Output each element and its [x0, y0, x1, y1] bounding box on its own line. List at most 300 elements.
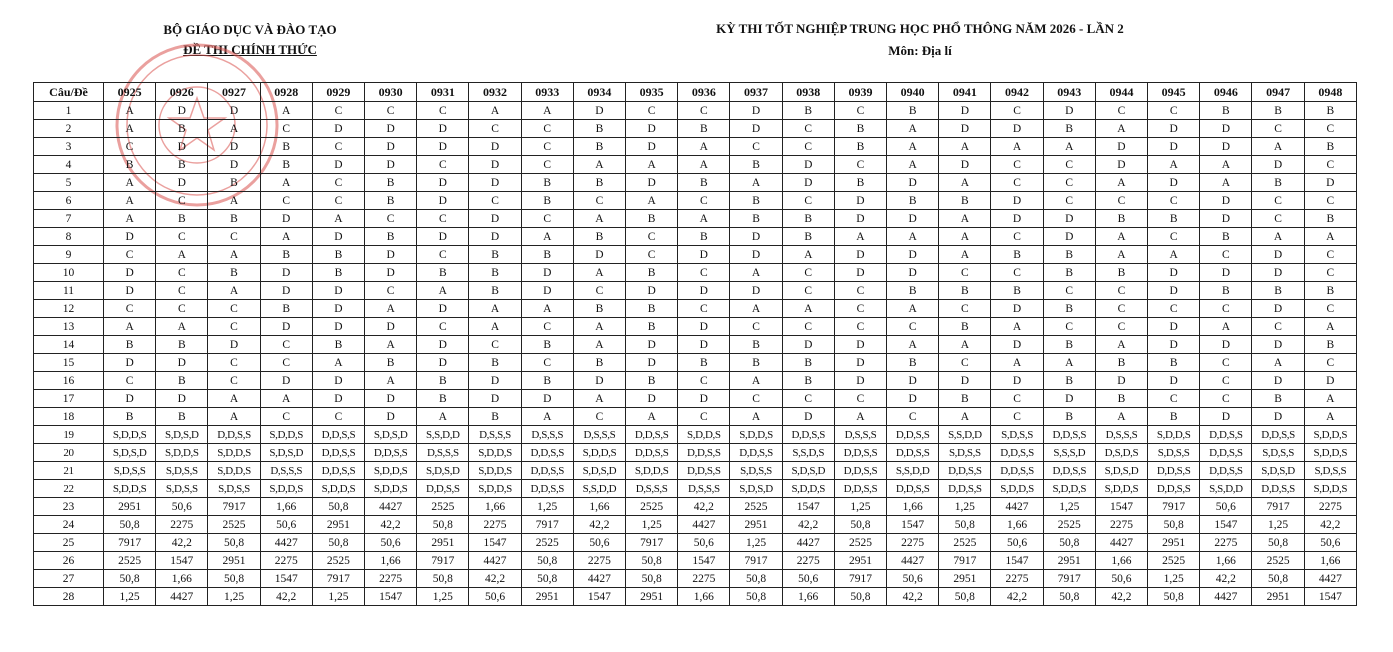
answer-cell: D,D,S,S: [834, 480, 886, 498]
answer-cell: A: [104, 102, 156, 120]
answer-cell: B: [1043, 336, 1095, 354]
answer-cell: D: [1043, 390, 1095, 408]
answer-cell: D: [365, 138, 417, 156]
answer-cell: B: [1148, 408, 1200, 426]
table-row: [34, 120, 1357, 138]
answer-cell: 1,66: [678, 588, 730, 606]
answer-cell: B: [1200, 102, 1252, 120]
answer-cell: D: [1043, 210, 1095, 228]
answer-cell: A: [573, 264, 625, 282]
answer-cell: D: [782, 174, 834, 192]
question-number: 14: [34, 336, 104, 354]
answer-cell: A: [521, 300, 573, 318]
answer-cell: S,D,S,S: [991, 426, 1043, 444]
question-number: 17: [34, 390, 104, 408]
answer-cell: C: [834, 318, 886, 336]
answer-cell: 1547: [156, 552, 208, 570]
answer-cell: B: [730, 156, 782, 174]
answer-cell: B: [834, 138, 886, 156]
answer-cell: 7917: [1252, 498, 1304, 516]
answer-cell: C: [208, 300, 260, 318]
answer-cell: B: [782, 102, 834, 120]
answer-cell: D: [312, 372, 364, 390]
answer-cell: S,D,D,S: [365, 480, 417, 498]
answer-cell: 1,66: [991, 516, 1043, 534]
table-row: [34, 372, 1357, 390]
answer-cell: 2525: [834, 534, 886, 552]
answer-cell: D: [1200, 192, 1252, 210]
answer-cell: A: [730, 264, 782, 282]
exam-code-header: 0929: [312, 83, 364, 102]
exam-code-header: 0926: [156, 83, 208, 102]
answer-cell: C: [260, 408, 312, 426]
answer-cell: S,D,D,S: [260, 426, 312, 444]
answer-cell: A: [260, 174, 312, 192]
answer-cell: D: [260, 318, 312, 336]
answer-cell: B: [1148, 354, 1200, 372]
answer-cell: A: [417, 282, 469, 300]
answer-cell: 50,8: [1148, 516, 1200, 534]
answer-cell: 7917: [521, 516, 573, 534]
answer-cell: D,D,S,S: [730, 444, 782, 462]
answer-cell: 1,25: [730, 534, 782, 552]
answer-cell: D: [208, 102, 260, 120]
exam-code-header: 0934: [573, 83, 625, 102]
table-row: [34, 354, 1357, 372]
answer-cell: B: [1304, 336, 1356, 354]
table-row: [34, 498, 1357, 516]
answer-cell: A: [1252, 228, 1304, 246]
answer-cell: C: [573, 408, 625, 426]
exam-code-header: 0947: [1252, 83, 1304, 102]
answer-cell: A: [626, 192, 678, 210]
answer-cell: D: [417, 192, 469, 210]
answer-cell: D: [260, 372, 312, 390]
answer-cell: 2951: [1252, 588, 1304, 606]
answer-cell: C: [887, 408, 939, 426]
question-number: 26: [34, 552, 104, 570]
answer-cell: A: [887, 300, 939, 318]
answer-cell: D: [365, 408, 417, 426]
answer-cell: D: [312, 282, 364, 300]
answer-cell: B: [834, 174, 886, 192]
answer-cell: B: [1043, 246, 1095, 264]
answer-cell: C: [991, 264, 1043, 282]
answer-cell: A: [626, 408, 678, 426]
answer-cell: S,D,D,S: [678, 426, 730, 444]
answer-cell: 7917: [730, 552, 782, 570]
answer-cell: 42,2: [887, 588, 939, 606]
answer-cell: D: [1148, 264, 1200, 282]
answer-cell: A: [573, 336, 625, 354]
answer-cell: D,D,S,S: [626, 426, 678, 444]
answer-cell: B: [312, 246, 364, 264]
answer-cell: S,D,D,S: [1095, 480, 1147, 498]
answer-cell: 1547: [991, 552, 1043, 570]
answer-cell: D: [1252, 336, 1304, 354]
answer-cell: B: [1200, 282, 1252, 300]
table-row: [34, 156, 1357, 174]
answer-cell: 7917: [834, 570, 886, 588]
answer-cell: C: [365, 282, 417, 300]
answer-cell: 4427: [991, 498, 1043, 516]
answer-cell: 2525: [626, 498, 678, 516]
answer-cell: 50,8: [521, 552, 573, 570]
answer-cell: D: [1148, 174, 1200, 192]
answer-cell: B: [1304, 102, 1356, 120]
answer-cell: C: [312, 102, 364, 120]
answer-cell: A: [730, 408, 782, 426]
answer-cell: 1547: [1095, 498, 1147, 516]
answer-cell: B: [156, 408, 208, 426]
answer-cell: 2275: [1304, 498, 1356, 516]
answer-cell: 42,2: [365, 516, 417, 534]
corner-label: Câu/Đề: [34, 83, 104, 102]
answer-cell: S,D,D,S: [104, 480, 156, 498]
answer-cell: C: [469, 336, 521, 354]
answer-cell: A: [573, 390, 625, 408]
answer-cell: C: [1200, 300, 1252, 318]
answer-cell: C: [417, 246, 469, 264]
answer-cell: C: [312, 408, 364, 426]
answer-cell: D: [469, 138, 521, 156]
answer-cell: D: [417, 336, 469, 354]
answer-cell: B: [782, 354, 834, 372]
answer-cell: 42,2: [991, 588, 1043, 606]
answer-cell: D: [469, 372, 521, 390]
answer-cell: C: [782, 120, 834, 138]
answer-cell: D: [417, 228, 469, 246]
answer-cell: A: [365, 300, 417, 318]
answer-cell: D,S,S,S: [1095, 426, 1147, 444]
answer-cell: D: [1200, 264, 1252, 282]
answer-cell: C: [104, 300, 156, 318]
answer-cell: B: [1252, 102, 1304, 120]
answer-cell: 1,66: [1304, 552, 1356, 570]
answer-cell: C: [678, 372, 730, 390]
question-number: 12: [34, 300, 104, 318]
exam-subject: Môn: Địa lí: [888, 43, 952, 58]
answer-cell: 2525: [1043, 516, 1095, 534]
answer-cell: C: [834, 282, 886, 300]
answer-cell: B: [156, 210, 208, 228]
answer-cell: D,D,S,S: [208, 426, 260, 444]
answer-cell: C: [1200, 354, 1252, 372]
answer-cell: 2951: [208, 552, 260, 570]
answer-cell: S,D,S,S: [208, 480, 260, 498]
answer-cell: S,D,S,D: [573, 462, 625, 480]
answer-cell: C: [521, 120, 573, 138]
answer-cell: C: [1252, 120, 1304, 138]
answer-cell: 2275: [573, 552, 625, 570]
question-number: 15: [34, 354, 104, 372]
answer-cell: 4427: [782, 534, 834, 552]
answer-cell: B: [887, 102, 939, 120]
question-number: 7: [34, 210, 104, 228]
answer-cell: 2951: [521, 588, 573, 606]
answer-cell: C: [887, 318, 939, 336]
answer-cell: D,D,S,S: [834, 444, 886, 462]
answer-cell: D: [782, 336, 834, 354]
answer-cell: D: [312, 318, 364, 336]
table-row: [34, 516, 1357, 534]
answer-cell: S,D,S,D: [782, 462, 834, 480]
answer-cell: C: [573, 192, 625, 210]
answer-cell: 2275: [365, 570, 417, 588]
answer-cell: A: [104, 120, 156, 138]
table-row: [34, 552, 1357, 570]
answer-cell: D: [1148, 282, 1200, 300]
answer-cell: D,D,S,S: [1148, 462, 1200, 480]
answer-cell: B: [469, 246, 521, 264]
answer-cell: D: [365, 264, 417, 282]
answer-cell: D,S,S,S: [573, 426, 625, 444]
answer-cell: D: [1252, 246, 1304, 264]
answer-cell: C: [834, 102, 886, 120]
answer-cell: A: [312, 210, 364, 228]
answer-cell: A: [521, 408, 573, 426]
answer-cell: 4427: [156, 588, 208, 606]
answer-cell: D: [1148, 138, 1200, 156]
answer-cell: C: [104, 372, 156, 390]
answer-cell: D: [730, 120, 782, 138]
table-row: [34, 318, 1357, 336]
exam-code-header: 0940: [887, 83, 939, 102]
answer-cell: D,D,S,S: [678, 462, 730, 480]
answer-cell: A: [208, 390, 260, 408]
answer-cell: A: [573, 210, 625, 228]
answer-cell: 50,6: [782, 570, 834, 588]
question-number: 22: [34, 480, 104, 498]
answer-cell: B: [626, 300, 678, 318]
answer-cell: C: [417, 102, 469, 120]
answer-cell: D: [678, 318, 730, 336]
answer-cell: B: [626, 264, 678, 282]
table-row: [34, 300, 1357, 318]
answer-cell: 2525: [730, 498, 782, 516]
answer-cell: D: [730, 228, 782, 246]
answer-cell: D: [1095, 156, 1147, 174]
answer-cell: 1,66: [573, 498, 625, 516]
table-row: [34, 138, 1357, 156]
answer-cell: D: [1252, 408, 1304, 426]
answer-cell: B: [417, 372, 469, 390]
answer-cell: B: [260, 246, 312, 264]
answer-cell: 2275: [991, 570, 1043, 588]
answer-cell: B: [469, 264, 521, 282]
answer-cell: 4427: [469, 552, 521, 570]
answer-cell: D,D,S,S: [312, 426, 364, 444]
answer-cell: A: [469, 318, 521, 336]
answer-cell: S,D,D,S: [469, 480, 521, 498]
answer-cell: S,D,D,S: [469, 444, 521, 462]
answer-cell: A: [1304, 408, 1356, 426]
answer-cell: 42,2: [1200, 570, 1252, 588]
answer-cell: A: [365, 372, 417, 390]
answer-cell: D: [573, 102, 625, 120]
answer-cell: D: [939, 156, 991, 174]
answer-cell: A: [1200, 318, 1252, 336]
answer-cell: B: [521, 174, 573, 192]
answer-cell: C: [626, 228, 678, 246]
answer-cell: B: [573, 120, 625, 138]
answer-cell: A: [573, 318, 625, 336]
answer-cell: C: [991, 174, 1043, 192]
table-row: [34, 480, 1357, 498]
answer-cell: C: [730, 138, 782, 156]
answer-cell: D: [1148, 372, 1200, 390]
answer-cell: S,S,S,D: [1043, 444, 1095, 462]
answer-cell: B: [156, 156, 208, 174]
exam-code-header: 0944: [1095, 83, 1147, 102]
answer-cell: B: [1148, 210, 1200, 228]
answer-cell: D: [782, 156, 834, 174]
answer-cell: D: [834, 210, 886, 228]
answer-cell: A: [1148, 156, 1200, 174]
answer-cell: 50,6: [365, 534, 417, 552]
answer-cell: C: [1148, 102, 1200, 120]
answer-cell: 42,2: [469, 570, 521, 588]
answer-cell: C: [260, 354, 312, 372]
answer-cell: 7917: [104, 534, 156, 552]
answer-cell: C: [573, 282, 625, 300]
answer-cell: 1,25: [1148, 570, 1200, 588]
answer-key-table: [33, 82, 1357, 606]
answer-cell: 1,25: [939, 498, 991, 516]
answer-cell: A: [939, 228, 991, 246]
question-number: 10: [34, 264, 104, 282]
answer-cell: D,S,S,S: [678, 480, 730, 498]
answer-cell: D: [156, 102, 208, 120]
answer-cell: S,D,D,S: [208, 462, 260, 480]
answer-cell: B: [730, 336, 782, 354]
answer-cell: B: [156, 336, 208, 354]
answer-cell: C: [730, 318, 782, 336]
answer-cell: 7917: [312, 570, 364, 588]
table-row: [34, 390, 1357, 408]
answer-cell: D,D,S,S: [1200, 444, 1252, 462]
answer-cell: A: [104, 318, 156, 336]
question-number: 3: [34, 138, 104, 156]
answer-cell: A: [208, 192, 260, 210]
answer-cell: D: [365, 318, 417, 336]
question-number: 8: [34, 228, 104, 246]
answer-cell: A: [730, 372, 782, 390]
answer-cell: D: [208, 138, 260, 156]
answer-cell: A: [991, 318, 1043, 336]
answer-cell: D,D,S,S: [678, 444, 730, 462]
answer-cell: D,D,S,S: [417, 480, 469, 498]
answer-cell: C: [260, 192, 312, 210]
answer-cell: C: [1043, 156, 1095, 174]
answer-cell: D,D,S,S: [991, 462, 1043, 480]
answer-cell: A: [1043, 354, 1095, 372]
answer-cell: A: [208, 408, 260, 426]
answer-cell: B: [1304, 138, 1356, 156]
answer-cell: B: [156, 120, 208, 138]
answer-cell: A: [678, 210, 730, 228]
answer-cell: 1,25: [104, 588, 156, 606]
answer-cell: D: [469, 156, 521, 174]
answer-cell: A: [365, 336, 417, 354]
answer-cell: D: [312, 156, 364, 174]
answer-cell: 1,25: [312, 588, 364, 606]
answer-cell: C: [626, 246, 678, 264]
answer-cell: A: [521, 228, 573, 246]
answer-cell: B: [1095, 264, 1147, 282]
exam-code-header: 0936: [678, 83, 730, 102]
answer-cell: B: [1043, 120, 1095, 138]
answer-cell: 2951: [939, 570, 991, 588]
answer-cell: 50,6: [156, 498, 208, 516]
answer-cell: B: [1095, 354, 1147, 372]
exam-heading: [640, 18, 1200, 62]
answer-cell: A: [104, 192, 156, 210]
answer-cell: S,D,D,S: [1304, 426, 1356, 444]
answer-cell: D: [104, 354, 156, 372]
answer-cell: D,D,S,S: [887, 444, 939, 462]
answer-cell: D: [1200, 336, 1252, 354]
answer-cell: B: [521, 336, 573, 354]
answer-cell: C: [991, 156, 1043, 174]
answer-cell: D: [1148, 336, 1200, 354]
answer-cell: C: [104, 138, 156, 156]
answer-cell: S,D,D,S: [1304, 444, 1356, 462]
answer-cell: 42,2: [782, 516, 834, 534]
answer-cell: C: [730, 390, 782, 408]
answer-cell: D: [365, 246, 417, 264]
answer-cell: 50,6: [991, 534, 1043, 552]
answer-cell: D: [521, 282, 573, 300]
answer-cell: 7917: [1043, 570, 1095, 588]
answer-cell: A: [730, 300, 782, 318]
answer-cell: C: [782, 192, 834, 210]
answer-cell: D,D,S,S: [782, 426, 834, 444]
answer-cell: 1547: [260, 570, 312, 588]
answer-cell: 1,25: [417, 588, 469, 606]
answer-cell: C: [1148, 228, 1200, 246]
answer-cell: C: [417, 210, 469, 228]
answer-cell: C: [1043, 318, 1095, 336]
answer-cell: C: [1304, 264, 1356, 282]
document-type: ĐỀ THI CHÍNH THỨC: [183, 42, 317, 57]
answer-cell: S,D,D,S: [626, 462, 678, 480]
answer-cell: D: [365, 120, 417, 138]
answer-cell: A: [782, 300, 834, 318]
answer-cell: B: [1304, 210, 1356, 228]
answer-cell: D: [991, 336, 1043, 354]
answer-cell: S,D,D,S: [365, 462, 417, 480]
answer-cell: A: [1200, 156, 1252, 174]
answer-cell: S,S,D,D: [939, 426, 991, 444]
answer-cell: D: [1252, 264, 1304, 282]
answer-cell: C: [1252, 192, 1304, 210]
answer-cell: 2275: [260, 552, 312, 570]
answer-cell: D: [104, 390, 156, 408]
answer-cell: 2951: [730, 516, 782, 534]
answer-cell: C: [208, 228, 260, 246]
answer-cell: C: [156, 264, 208, 282]
header-row: [34, 83, 1357, 102]
exam-code-header: 0946: [1200, 83, 1252, 102]
answer-cell: A: [260, 390, 312, 408]
answer-cell: B: [521, 372, 573, 390]
answer-cell: A: [104, 210, 156, 228]
answer-cell: D,D,S,S: [1252, 426, 1304, 444]
answer-cell: D: [521, 264, 573, 282]
answer-cell: C: [782, 390, 834, 408]
answer-cell: D: [1252, 300, 1304, 318]
